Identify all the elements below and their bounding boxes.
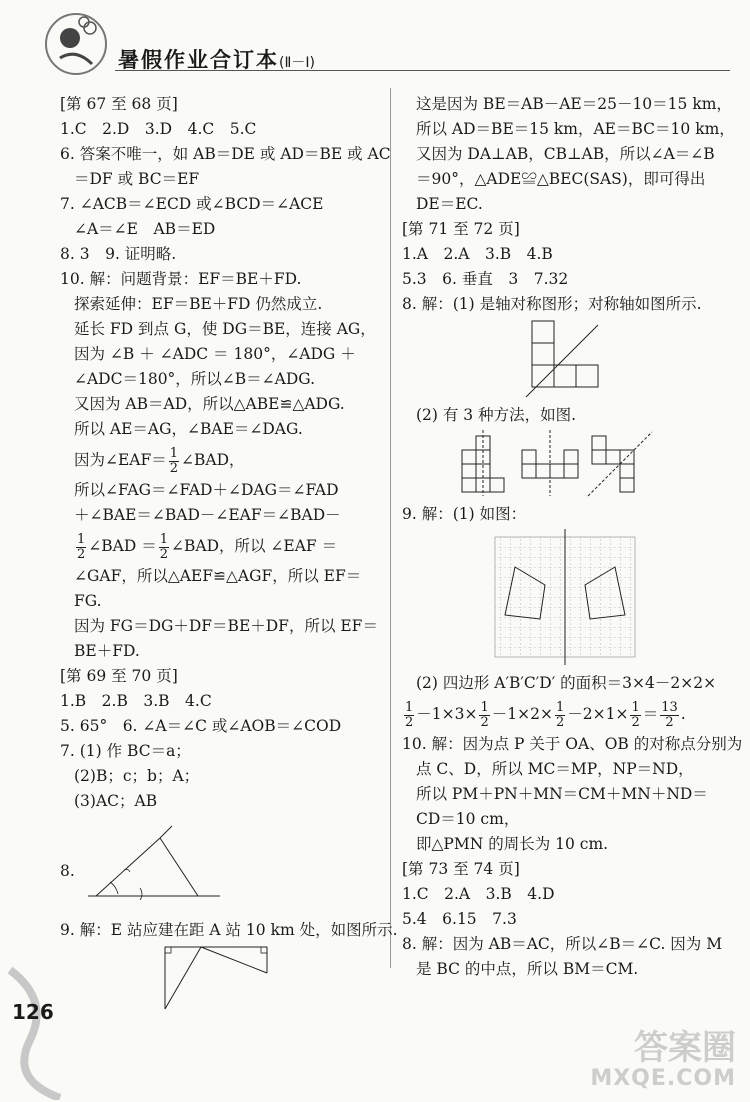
text: ∠BAD，所以 ∠EAF ＝ (171, 537, 338, 555)
answer-line: 因为 FG＝DG＋DF＝BE＋DF，所以 EF＝ (74, 617, 378, 635)
answer-line: ∠A＝∠E AB＝ED (74, 220, 216, 238)
answer-line: (2) 四边形 A′B′C′D′ 的面积＝3×4－2×2× (416, 674, 717, 692)
answer-line: ＝90°，△ADE≌△BEC(SAS)，即可得出 (416, 170, 706, 188)
three-methods-figure (452, 428, 662, 498)
text: －2×1× (567, 705, 629, 723)
section-heading-73-74: [第 73 至 74 页] (402, 860, 520, 878)
answer-line (60, 442, 380, 478)
text: . (680, 705, 686, 723)
answer-line: ＋∠BAE＝∠BAD－∠EAF＝∠BAD－ (74, 506, 341, 524)
answer-line: 1.C 2.D 3.D 4.C 5.C (60, 120, 257, 138)
triangle-construction-figure (60, 818, 380, 914)
answer-label: 8. (60, 862, 75, 880)
fraction-half (169, 447, 179, 476)
answer-line: 点 C、D，所以 MC＝MP，NP＝ND， (416, 760, 694, 778)
answer-line: 探索延伸：EF＝BE＋FD 仍然成立. (74, 295, 323, 313)
book-edition: (Ⅱ－Ⅰ) (279, 55, 315, 71)
section-heading-71-72: [第 71 至 72 页] (402, 220, 520, 238)
watermark-url: MXQE.COM (590, 1066, 736, 1091)
answer-line: 所以 AE＝AG，∠BAE＝∠DAG. (74, 420, 303, 438)
fraction-numerator: 1 (631, 699, 640, 715)
text: ∠BAD， (181, 451, 245, 469)
fraction-denominator: 2 (405, 714, 414, 730)
answer-line: FG. (74, 592, 102, 610)
answer-line: 是 BC 的中点，所以 BM＝CM. (416, 960, 639, 978)
answer-line: 7. (1) 作 BC＝a； (60, 742, 191, 760)
fraction-denominator: 2 (480, 714, 489, 730)
answer-line: 8. 解：因为 AB＝AC，所以∠B＝∠C. 因为 M (402, 935, 723, 953)
fraction-numerator: 1 (405, 699, 414, 715)
answer-line: 7. ∠ACB＝∠ECD 或∠BCD＝∠ACE (60, 195, 324, 213)
fraction-thirteen-halves (660, 701, 679, 730)
answer-line: 5.4 6.15 7.3 (402, 910, 517, 928)
column-divider (390, 88, 391, 968)
watermark-logo: 答案圈 (634, 1028, 736, 1068)
fraction-denominator: 2 (555, 714, 565, 730)
text: 因为∠EAF＝ (74, 451, 167, 469)
answer-line: 又因为 AB＝AD，所以△ABE≌△ADG. (74, 395, 345, 413)
answer-line: BE＋FD. (74, 642, 140, 660)
answer-line: (2) 有 3 种方法，如图. (416, 406, 577, 424)
header-rule (115, 70, 730, 71)
answer-line: 1.B 2.B 3.B 4.C (60, 692, 212, 710)
answer-line (60, 528, 380, 564)
fraction-half (555, 701, 565, 730)
girl-mascot-logo (40, 8, 112, 80)
fraction-denominator: 2 (631, 714, 640, 730)
answer-line: 6. 答案不唯一，如 AB＝DE 或 AD＝BE 或 AC (60, 145, 391, 163)
page-number: 126 (12, 1000, 54, 1024)
fraction-denominator: 2 (159, 546, 168, 562)
fraction-denominator: 2 (665, 714, 674, 730)
left-column (60, 92, 398, 1017)
text: －1×3× (416, 705, 478, 723)
fraction-numerator: 1 (169, 445, 179, 461)
fraction-denominator: 2 (77, 546, 86, 562)
answer-line: DE＝EC. (416, 195, 483, 213)
answer-line: 9. 解：E 站应建在距 A 站 10 km 处，如图所示. (60, 921, 398, 939)
fraction-numerator: 1 (77, 531, 86, 547)
answer-line: 所以 AD＝BE＝15 km，AE＝BC＝10 km， (416, 120, 735, 138)
fraction-half (404, 701, 414, 730)
fraction-denominator: 2 (169, 460, 179, 476)
corner-decoration (0, 960, 70, 1100)
answer-line: 延长 FD 到点 G，使 DG＝BE，连接 AG， (74, 320, 376, 338)
book-title-text: 暑假作业合订本 (118, 48, 279, 72)
answer-line: ∠GAF，所以△AEF≌△AGF，所以 EF＝ (74, 567, 362, 585)
right-column (402, 92, 743, 982)
answer-line: (3)AC；AB (74, 792, 158, 810)
fraction-half (76, 533, 86, 562)
station-location-diagram (155, 943, 295, 1013)
text: ∠BAD ＝ (88, 537, 157, 555)
fraction-half (159, 533, 169, 562)
section-heading-69-70: [第 69 至 70 页] (60, 667, 178, 685)
answer-line: 所以∠FAG＝∠FAD＋∠DAG＝∠FAD (74, 481, 339, 499)
answer-line: ∠ADC＝180°，所以∠B＝∠ADG. (74, 370, 316, 388)
answer-line: 9. 解：(1) 如图： (402, 505, 527, 523)
answer-line: 10. 解：问题背景：EF＝BE＋FD. (60, 270, 302, 288)
answer-line: 1.C 2.A 3.B 4.D (402, 885, 555, 903)
answer-line: 即△PMN 的周长为 10 cm. (416, 835, 609, 853)
answer-line: 1.A 2.A 3.B 4.B (402, 245, 553, 263)
answer-line: 8. 3 9. 证明略. (60, 245, 177, 263)
answer-line: 这是因为 BE＝AB－AE＝25－10＝15 km， (416, 95, 732, 113)
text: －1×2× (491, 705, 553, 723)
answer-line: 所以 PM＋PN＋MN＝CM＋MN＋ND＝ (416, 785, 708, 803)
answer-line: (2)B；c；b；A； (74, 767, 200, 785)
fraction-numerator: 13 (661, 699, 678, 715)
page-header (0, 0, 750, 90)
symmetry-axis-figure (512, 317, 632, 399)
section-heading-67-68: [第 67 至 68 页] (60, 95, 178, 113)
answer-line: 5. 65° 6. ∠A＝∠C 或∠AOB＝∠COD (60, 717, 342, 735)
answer-line: 又因为 DA⊥AB，CB⊥AB，所以∠A＝∠B (416, 145, 715, 163)
text: ＝ (642, 705, 659, 723)
answer-line: 因为 ∠B ＋ ∠ADC ＝ 180°，∠ADG ＋ (74, 345, 356, 363)
fraction-half (630, 701, 640, 730)
answer-line: ＝DF 或 BC＝EF (74, 170, 200, 188)
answer-line (402, 696, 732, 732)
answer-line: CD＝10 cm， (416, 810, 520, 828)
fraction-numerator: 1 (159, 531, 168, 547)
answer-line: 8. 解：(1) 是轴对称图形；对称轴如图所示. (402, 295, 702, 313)
triangle-construction-diagram (80, 818, 250, 914)
fraction-half (479, 701, 489, 730)
answer-line: 10. 解：因为点 P 关于 OA、OB 的对称点分别为 (402, 735, 743, 753)
grid-reflection-figure (490, 527, 640, 667)
fraction-numerator: 1 (555, 699, 565, 715)
fraction-numerator: 1 (480, 699, 489, 715)
answer-line: 5.3 6. 垂直 3 7.32 (402, 270, 569, 288)
